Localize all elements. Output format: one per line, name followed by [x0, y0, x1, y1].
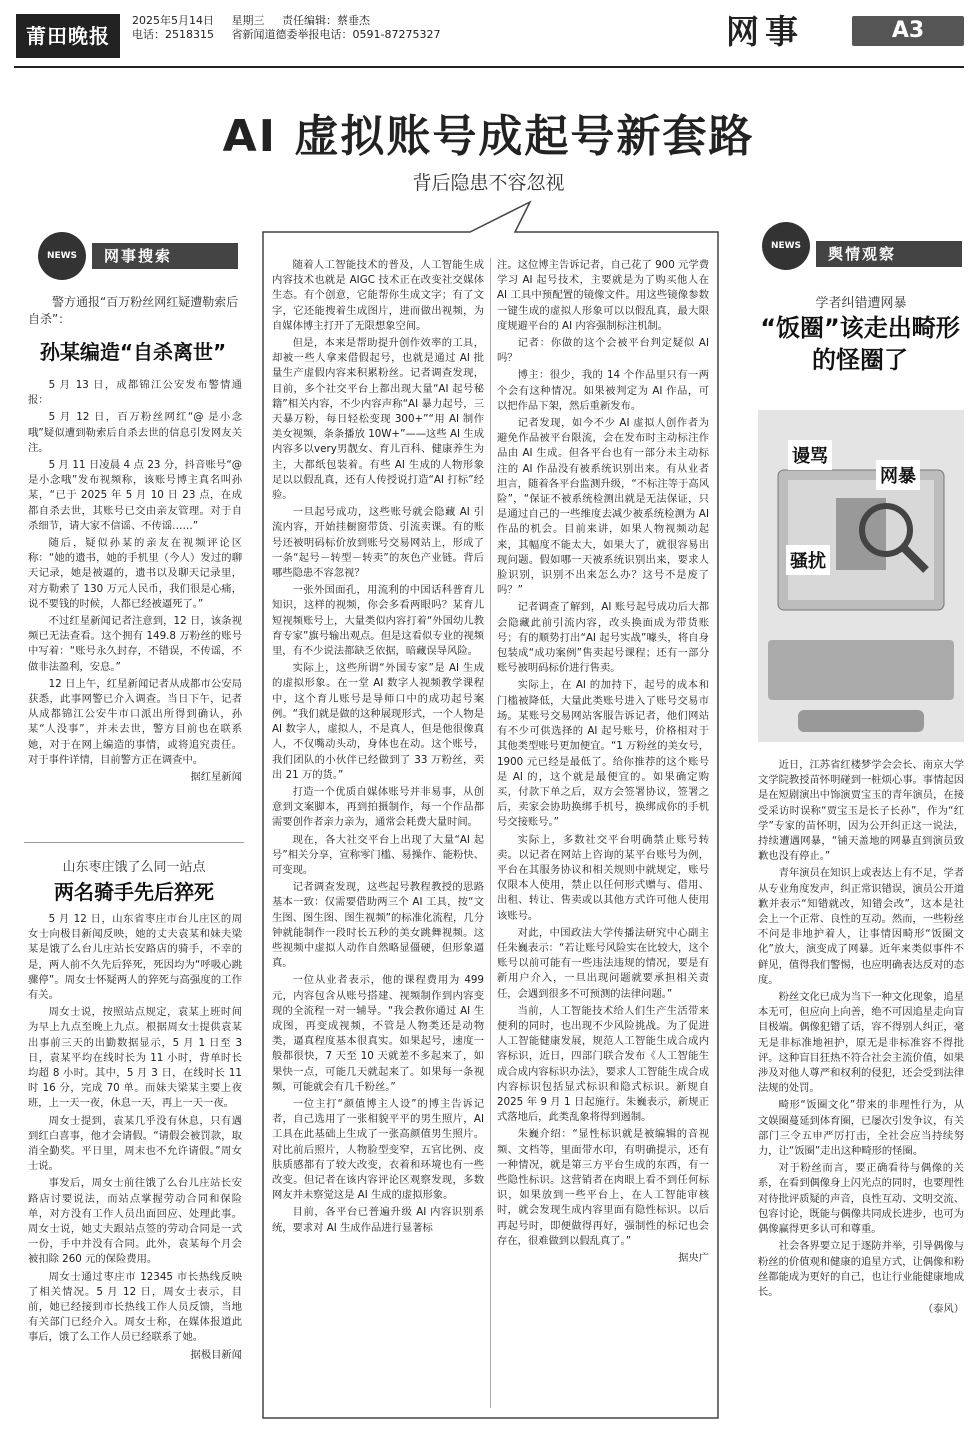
illus-word-abuse: 谩骂	[788, 440, 832, 470]
newspaper-logo: 莆田晚报	[16, 14, 120, 58]
story2-kicker: 山东枣庄饿了么同一站点	[62, 860, 206, 875]
right-kicker: 学者纠错遭网暴	[815, 296, 907, 311]
lead-paragraph: 目前，各平台已普遍升级 AI 内容识别系统，要求对 AI 生成作品进行显著标	[272, 1206, 484, 1234]
left-section-label: 网事搜索	[92, 243, 238, 269]
right-paragraph: 青年演员在知识上或表达上有不足，学者从专业角度发声，纠正常识错误，演员公开道歉并表示“知错就改，知错会改”，这本是社会上一个正常、良性的互动。然而，一些粉丝不问是非地护着人，让事情因畸形“饭圈文化”放大，演变成了网暴。近年来类似事件不鲜见，值得我们警惕，也应明确表达反对的态度。	[758, 867, 964, 986]
story1-paragraph: 5 月 13 日，成都锦江公安发布警情通报：	[28, 379, 242, 407]
office-phone: 电话：2518315	[132, 28, 214, 41]
story2-title: 两名骑手先后猝死	[54, 880, 214, 904]
right-paragraph: 畸形“饭圈文化”带来的非理性行为，从文娱圈蔓延到体育圈，已屡次引发争议，有关部门三令五申严厉打击，全社会应当持续努力，让“饭圈”走出这种畸形的怪圈。	[758, 1099, 964, 1158]
lead-paragraph: 实际上，在 AI 的加持下，起号的成本和门槛被降低，大量此类账号进入了账号交易市场。某账号交易网站客服告诉记者，他们网站有不少可供选择的 AI 起号账号，价格相对于其他类型账号更加便宜。“1 万粉丝的美女号，1900 元已经是最低了。给你推荐的这个账号是 AI 的，这个就是最便宜的。如果确定购买，付款下单之后，双方会签署协议，签署之后，卖家会协助换绑手机号，换绑成你的手机号交接账号。”	[497, 679, 709, 829]
right-section-label: 舆情观察	[816, 241, 962, 267]
lead-paragraph: 实际上，这些所谓“外国专家”是 AI 生成的虚拟形象。在一堂 AI 数字人视频教学课程中，这个育儿账号是导师口中的成功起号案例。“我们就是做的这种展现形式，一个人物是 AI 数字人，虚拟人，不是真人，但是他很像真人，不仅嘴动头动，身体也在动。这个账号，我们团队的小伙伴已经做到了 33 万粉丝，卖出 21 万的货。”	[272, 662, 484, 781]
news-badge-icon: NEWS	[38, 232, 86, 280]
lead-paragraph: 对此，中国政法大学传播法研究中心副主任朱巍表示：“若让账号风险实在比较大，这个账号以前可能有一些违法违规的情况，要是有新用户介入，一旦出现问题就要承担相关责任，会遇到很多不可预测的法律问题。”	[497, 926, 709, 1000]
lead-paragraph: 注。这位博主告诉记者，自己花了 900 元学费学习 AI 起号技术，主要就是为了购买他人在 AI 工具中预配置的镜像文件。用这些镜像参数一键生成的虚拟人形象可以以假乱真，最大限度规避平台的 AI 内容强制标注机制。	[497, 259, 709, 332]
lead-paragraph: 记者调查了解到，AI 账号起号成功后大都会隐藏此前引流内容，改头换面成为带货账号；有的顺势打出“AI 起号实战”噱头，将自身包装成“成功案例”售卖起号课程；还有一部分账号被明码标价进行售卖。	[497, 601, 709, 675]
news-badge-icon: NEWS	[762, 222, 810, 270]
story2-paragraph: 周女士提到，袁某几乎没有休息，只有遇到红白喜事，他才会请假。“请假会被罚款，取消全勤奖。平日里，周末也不允许请假。”周女士说。	[28, 1114, 242, 1173]
lead-paragraph: 一张外国面孔，用流利的中国话科普育儿知识，这样的视频，你会多看两眼吗？某育儿短视频账号上，大量类似内容打着“外国幼儿教育专家”旗号输出观点。但是这看似专业的视频里，有不少说法都缺乏依据，暗藏误导风险。	[272, 584, 484, 658]
lead-paragraph: 一旦起号成功，这些账号就会隐藏 AI 引流内容，开始挂橱窗带货、引流卖课。有的账号还被明码标价放到账号交易网站上，形成了一条“起号－转型－转卖”的灰色产业链。背后哪些隐患不容忽视？	[272, 506, 484, 580]
left-divider	[24, 842, 244, 843]
lead-source: 据央广	[678, 1252, 709, 1264]
lead-paragraph: 随着人工智能技术的普及，人工智能生成内容技术也就是 AIGC 技术正在改变社交媒体生态。有个创意，它能帮你生成文字；有了文字，它还能搜着生成图片，进而做出视频，为自媒体博主打开了无限想象空间。	[272, 259, 484, 332]
lead-paragraph: 打造一个优质自媒体账号并非易事，从创意到文案脚本，再到拍摄制作，每一个作品都需要创作者亲力亲为，通常会耗费大量时间。	[272, 785, 484, 829]
illus-word-cyberbully: 网暴	[876, 460, 920, 490]
cyberbullying-illustration	[758, 410, 964, 742]
lead-headline: AI 虚拟账号成起号新套路	[222, 111, 755, 162]
right-paragraph: 粉丝文化已成为当下一种文化现象，追星本无可，但应向上向善，绝不可因追星走向盲目极端。偶像犯错了话，容不得别人纠正，毫无是非标准地袒护，原无是非标准容不得批评。这种盲目狂热不符合社会主流价值，如果涉及对他人尊严和权利的侵犯，还会受到法律法规的处罚。	[758, 991, 964, 1095]
page-number: A3	[852, 16, 964, 46]
right-paragraph: 近日，江苏省红楼梦学会会长、南京大学文学院教授苗怀明碰到一桩烦心事。事情起因是在短剧演出中饰演贾宝玉的青年演员，在接受采访时误称“贾宝玉是长子长孙”，作为“红学”专家的苗怀明，因为公开纠正这一说法，持续遭遇网暴，“铺天盖地的网暴直到演员致歉也没有停止。”	[758, 759, 964, 863]
lead-column-divider	[490, 258, 491, 1408]
lead-paragraph: 记者：你做的这个会被平台判定疑似 AI 吗？	[497, 337, 709, 365]
story1-paragraph: 5 月 12 日，百万粉丝网红“@ 是小念哦”疑似遭到勒索后自杀去世的信息引发网友关注。	[28, 411, 242, 454]
right-body	[758, 758, 964, 1413]
lead-paragraph: 一位从业者表示，他的课程费用为 499 元，内容包含从账号搭建、视频制作到内容变现的全流程一对一辅导。“我会教你通过 AI 生成图，再变成视频，不管是人物类还是动物类，逼真程度基本很真实。如果起号，速度一般都很快，7 天至 10 天就差不多起来了，如果快一点，可能几天就起来了。如果每一条视频，可能就会有几千粉丝。”	[272, 974, 484, 1093]
responsible-editor: 责任编辑：蔡垂杰	[282, 14, 370, 27]
lead-column-1	[272, 258, 484, 1413]
story2-paragraph: 事发后，周女士前往饿了么台儿庄站长安路店讨要说法，而站点掌握劳动合同和保险单，对方没有工作人员出面回应、处理此事。周女士说，她丈夫跟站点签的劳动合同是一式一份，手中并没有合同。此外，袁某每个月会被扣除 260 元的保险费用。	[28, 1177, 242, 1266]
lead-paragraph: 实际上，多数社交平台明确禁止账号转卖。以记者在网站上咨询的某平台账号为例，平台在其服务协议和相关规则中就规定，账号仅限本人使用，禁止以任何形式赠与、借用、出租、转让、售卖或以其他方式许可他人使用该账号。	[497, 833, 709, 922]
section-title: 网事	[726, 12, 804, 51]
story2-source: 据极目新闻	[190, 1348, 242, 1361]
story1-paragraph: 不过红星新闻记者注意到，12 日，该条视频已无法查看。这个拥有 149.8 万粉丝的账号中写着：“账号永久封存，不错误，不传谣，不做非法盈利，安息。”	[28, 615, 242, 673]
lead-paragraph: 一位主打“颜值博主人设”的博主告诉记者，自己选用了一张相貌平平的男生照片，AI 工具在此基础上生成了一张高颜值男生照片。对比前后照片，人物脸型变窄，五官比例、皮肤质感都有了较大改变，衣着和环境也有一些改变。但记者在该内容评论区观察发现，多数网友并未察觉这是 AI 生成的虚拟形象。	[272, 1097, 484, 1202]
story1-body	[28, 378, 242, 830]
story1-paragraph: 12 日上午，红星新闻记者从成都市公安局获悉，此事网警已介入调查。当日下午，记者从成都锦江公安牛市口派出所得到确认，孙某“人没事”，并未去世，警方目前也在联系她，对于在网上编造的事情，或将追究责任。对于事件详情，目前警方正在调查中。	[28, 677, 242, 766]
lead-paragraph: 朱巍介绍：“显性标识就是被编辑的音视频、文档等，里面带水印，有明确提示，还有一种情况，就是第三方平台生成的东西，有一些隐性标识。这营销者在肉眼上看不到任何标识，如果放到一些平台上，在人工智能审核时，就会发现生成内容里面有隐性标识。以后再起号时，即便做得再好，强制性的标记也会存在，很难做到以假乱真了。”	[497, 1128, 709, 1247]
story2-paragraph: 周女士通过枣庄市 12345 市长热线反映了相关情况。5 月 12 日，周女士表示，目前，她已经接到市长热线工作人员反馈，当地有关部门已经介入。周女士称，在媒体报道此事后，饿了么工作人员已经联系了她。	[28, 1270, 242, 1344]
lead-paragraph: 记者调查发现，这些起号教程教授的思路基本一致：仅需要借助两三个 AI 工具，按“文生图、图生图、图生视频”的标准化流程，几分钟就能制作一段时长五秒的美女跳舞视频。这些视频中虚拟人动作自然略显僵硬，但形象逼真。	[272, 881, 484, 970]
lead-paragraph: 记者发现，如今不少 AI 虚拟人创作者为避免作品被平台限流，会在发布时主动标注作品由 AI 生成。但各平台也有一部分未主动标注的 AI 作品没有被系统识别出来。有从业者坦言，随着各平台监测升级，“不标注等于高风险”，“保证不被系统检测出就是无法保证，只是通过自己的一些维度去减少被系统检测为 AI 作品的机会。目前来讲，如果人物视频动起来，其幅度不能太大，如果大了，就很容易出现问题。假如哪一天被系统识别出来，要求人脸识别，识别不出来怎么办？这号不是废了吗？”	[497, 417, 709, 597]
story2-paragraph: 周女士说，按照站点规定，袁某上班时间为早上九点至晚上九点。根据周女士提供袁某出事前三天的出勤数据显示，5 月 1 日至 3 日，袁某平均在线时长为 11 小时，背单时长均超 8 小时。其中，5 月 3 日，在线时长 11 时 16 分，完成 70 单。而妹夫梁某主要上夜班，上一天一夜，休息一天，再上一天一夜。	[28, 1006, 242, 1110]
right-paragraph: 社会各界要立足于逐防并举，引导偶像与粉丝的价值观和健康的追星方式，让偶像和粉丝都能成为更好的自己，也让行业能健康地成长。	[758, 1240, 964, 1298]
story1-paragraph: 5 月 11 日凌晨 4 点 23 分，抖音账号“@ 是小念哦”发布视频称，该账号博主真名叫孙某，“已于 2025 年 5 月 10 日 23 点，在成都自杀去世，其账号已交由亲友管理。对于自杀细节，请大家不信谣、不传谣……”	[28, 459, 242, 532]
story1-source: 据红星新闻	[190, 771, 242, 784]
lead-paragraph: 但是，本来是帮助提升创作效率的工具，却被一些人拿来借假起号，也就是通过 AI 批量生产虚假内容来积累粉丝。记者调查发现，目前，多个社交平台上都出现大量“AI 起号秘籍”相关内容，不少内容声称“AI 暴力起号，三天暴万粉，每日轻松变现 300+”“用 AI 制作美女视频，条条播放 10W+”——这些 AI 生成内容多以very男靓女、育儿百科、健康养生为主，大都纸包装着。有些 AI 生成的人物形象足以以假乱真，还有人传授说打造“AI 打标”经验。	[272, 337, 484, 502]
illus-word-harass: 骚扰	[786, 545, 830, 575]
issue-weekday: 星期三	[231, 14, 265, 27]
story1-kicker: 警方通报“百万粉丝网红疑遭勒索后自杀”：	[28, 295, 239, 326]
right-paragraph: 对于粉丝而言，要正确看待与偶像的关系，在看到偶像身上闪光点的同时，也要理性对待批评质疑的声音，良性互动、文明交流、包容讨论，既能与偶像共同成长进步，也可为偶像赢得更多认可和尊重。	[758, 1162, 964, 1236]
issue-date: 2025年5月14日	[132, 14, 214, 27]
lead-subheadline: 背后隐患不容忽视	[412, 172, 565, 194]
lead-paragraph: 博主：很少，我的 14 个作品里只有一两个会有这种情况。如果被判定为 AI 作品，可以把作品下架，然后重新发布。	[497, 369, 709, 412]
lead-paragraph: 当前，人工智能技术给人们生产生活带来便利的同时，也出现不少风险挑战。为了促进人工智能健康发展，规范人工智能生成合成内容标识，近日，四部门联合发布《人工智能生成合成内容标识办法》，要求人工智能生成合成内容标识包括显式标识和隐式标识。新规自 2025 年 9 月 1 日起施行。朱巍表示，新规正式落地后，此类乱象将得到遏制。	[497, 1004, 709, 1124]
story1-paragraph: 随后，疑似孙某的亲友在视频评论区称：“她的遗书，她的手机里（今人）发过的聊天记录，她是被逼的，遗书以及聊天记录里，对方勒索了 130 万元人民币，我们很是心痛，说不要钱的时候，人都已经被逼死了。”	[28, 537, 242, 610]
lead-column-2	[497, 258, 709, 1413]
report-phone: 省新闻道德委举报电话：0591-87275327	[231, 28, 441, 41]
right-source: （泰风）	[922, 1303, 964, 1316]
right-title: “饭圈”该走出畸形的怪圈了	[760, 314, 960, 374]
story1-title: 孙某编造“自杀离世”	[39, 340, 227, 364]
story2-paragraph: 5 月 12 日，山东省枣庄市台儿庄区的周女士向极目新闻反映，她的丈夫袁某和妹夫梁某是饿了么台儿庄站长安路店的骑手，不幸的是，两人前不久先后猝死，死因均为“呼吸心跳骤停”。周女士怀疑两人的猝死与高强度的工作有关。	[28, 913, 242, 1002]
story2-body	[28, 912, 242, 1412]
lead-paragraph: 现在，各大社交平台上出现了大量“AI 起号”相关分享，宣称零门槛、易操作、能粉快、可变现。	[272, 833, 484, 876]
